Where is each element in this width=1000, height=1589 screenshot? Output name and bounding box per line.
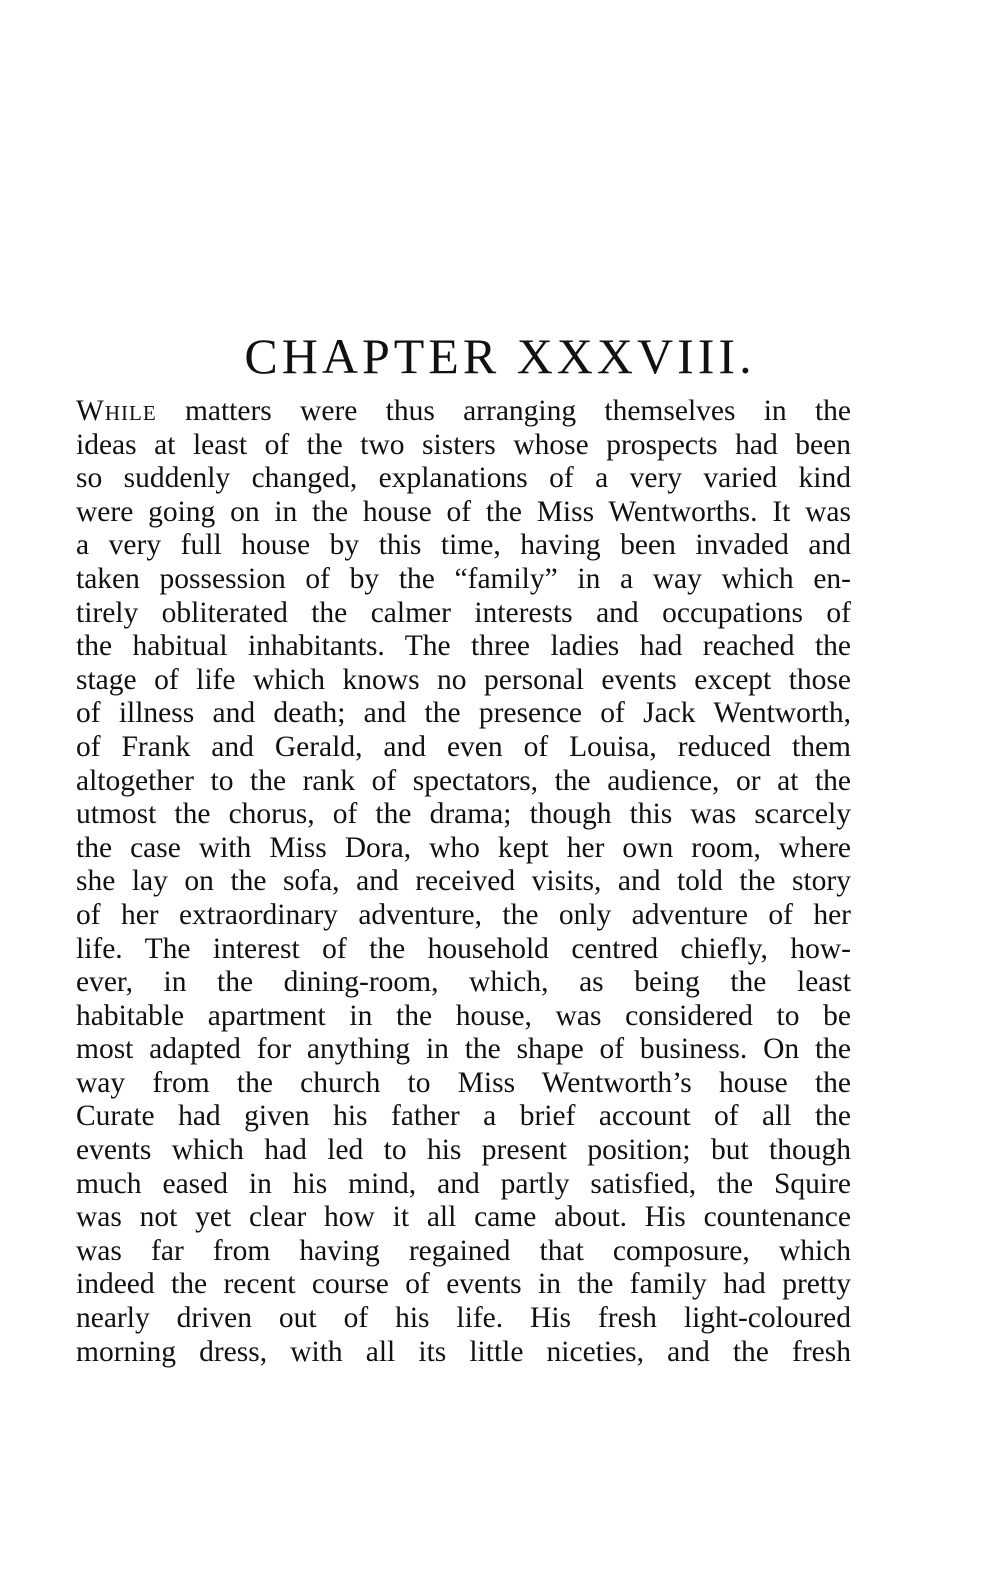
text-line: habitable apartment in the house, was considered to be [76,999,851,1032]
text-line: morning dress, with all its little niceties, and the fresh [76,1335,851,1368]
text-line: nearly driven out of his life. His fresh light-coloured [76,1302,851,1335]
text-line: the case with Miss Dora, who kept her own room, where [76,831,851,864]
text-line: she lay on the sofa, and received visits, and told the story [76,865,851,898]
text-line: taken possession of by the “family” in a way which en- [76,562,851,595]
first-line-rest: matters were thus arranging themselves in the [156,395,851,427]
chapter-body [76,395,851,1369]
text-line: so suddenly changed, explanations of a very varied kind [76,462,851,495]
chapter-title: CHAPTER XXXVIII. [244,328,756,384]
text-line: was far from having regained that composure, which [76,1234,851,1267]
text-line: much eased in his mind, and partly satisfied, the Squire [76,1167,851,1200]
text-line: events which had led to his present position; but though [76,1134,851,1167]
text-line: Curate had given his father a brief account of all the [76,1100,851,1133]
text-line: way from the church to Miss Wentworth’s house the [76,1066,851,1099]
text-line: of Frank and Gerald, and even of Louisa, reduced them [76,730,851,763]
text-line: most adapted for anything in the shape of business. On the [76,1033,851,1066]
lead-word: While [76,395,157,427]
text-line: ever, in the dining-room, which, as being the least [76,966,851,999]
text-line: a very full house by this time, having been invaded and [76,529,851,562]
text-line-1 [76,395,851,429]
text-line: was not yet clear how it all came about. His countenance [76,1201,851,1234]
text-line: of her extraordinary adventure, the only adventure of her [76,898,851,931]
text-line: stage of life which knows no personal events except those [76,663,851,696]
text-line: of illness and death; and the presence of Jack Wentworth, [76,697,851,730]
text-line: tirely obliterated the calmer interests and occupations of [76,596,851,629]
text-line: utmost the chorus, of the drama; though this was scarcely [76,798,851,831]
text-line: ideas at least of the two sisters whose prospects had been [76,428,851,461]
text-line: the habitual inhabitants. The three ladies had reached the [76,630,851,663]
text-line: life. The interest of the household centred chiefly, how- [76,932,851,965]
text-line: indeed the recent course of events in the family had pretty [76,1268,851,1301]
text-line: altogether to the rank of spectators, the audience, or at the [76,764,851,797]
text-line: were going on in the house of the Miss Wentworths. It was [76,495,851,528]
